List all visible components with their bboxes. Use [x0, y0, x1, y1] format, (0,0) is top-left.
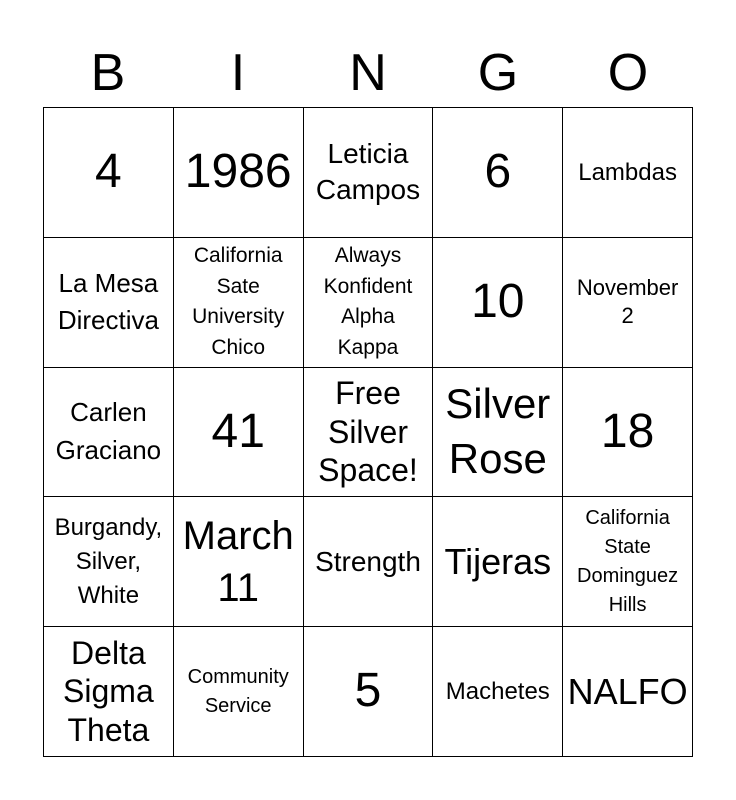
cell-text: Community Service: [187, 665, 289, 717]
cell-text: California State Dominguez Hills: [577, 506, 679, 616]
bingo-cell[interactable]: [563, 368, 693, 498]
bingo-cell[interactable]: [433, 497, 563, 627]
bingo-cell[interactable]: [433, 238, 563, 368]
bingo-cell[interactable]: [304, 368, 434, 498]
cell-text: Silver Rose: [445, 380, 551, 482]
bingo-cell[interactable]: [563, 108, 693, 238]
cell-text: Carlen Graciano: [55, 397, 162, 465]
cell-text: 41: [211, 404, 265, 458]
cell-text: Tijeras: [444, 541, 552, 583]
bingo-cell[interactable]: [304, 238, 434, 368]
cell-text: 18: [600, 404, 655, 458]
bingo-cell[interactable]: [174, 497, 304, 627]
header-letter-i: I: [230, 44, 246, 102]
bingo-cell[interactable]: [304, 108, 434, 238]
bingo-cell[interactable]: [44, 108, 174, 238]
bingo-cell[interactable]: [44, 368, 174, 498]
cell-text: 1986: [184, 145, 292, 198]
cell-text: Strength: [315, 545, 421, 577]
bingo-cell[interactable]: [44, 627, 174, 757]
bingo-cell[interactable]: [174, 238, 304, 368]
cell-text: March 11: [182, 513, 294, 610]
bingo-cell[interactable]: [563, 627, 693, 757]
bingo-cell[interactable]: [433, 108, 563, 238]
cell-text: Delta Sigma Theta: [63, 635, 154, 748]
cell-text: Machetes: [445, 677, 550, 705]
cell-text: Leticia Campos: [315, 138, 421, 206]
cell-text: 4: [95, 145, 122, 198]
cell-text: La Mesa Directiva: [57, 267, 159, 336]
cell-text: Burgandy, Silver, White: [54, 514, 163, 609]
cell-text: California Sate University Chico: [192, 244, 285, 359]
bingo-cell[interactable]: [304, 497, 434, 627]
bingo-cell[interactable]: [304, 627, 434, 757]
cell-text: Free Silver Space!: [318, 375, 418, 489]
bingo-cell[interactable]: [433, 368, 563, 498]
header-letter-b: B: [90, 44, 126, 102]
bingo-cell[interactable]: [433, 627, 563, 757]
bingo-cell[interactable]: [174, 108, 304, 238]
cell-text: 6: [484, 145, 512, 198]
bingo-header: [43, 38, 693, 108]
bingo-cell[interactable]: [174, 627, 304, 757]
cell-text: NALFO: [567, 670, 688, 712]
bingo-cell[interactable]: [44, 238, 174, 368]
bingo-cell[interactable]: [563, 497, 693, 627]
bingo-board: [43, 107, 693, 757]
bingo-cell[interactable]: [174, 368, 304, 498]
bingo-cell[interactable]: [44, 497, 174, 627]
header-letter-g: G: [477, 44, 519, 102]
cell-text: 5: [354, 664, 382, 718]
header-letter-n: N: [349, 44, 387, 102]
cell-text: Always Konfident Alpha Kappa: [323, 244, 413, 359]
header-letter-o: O: [607, 44, 649, 102]
cell-text: Lambdas: [578, 158, 677, 186]
cell-text: 10: [471, 274, 525, 328]
cell-text: November 2: [576, 274, 679, 329]
bingo-cell[interactable]: [563, 238, 693, 368]
